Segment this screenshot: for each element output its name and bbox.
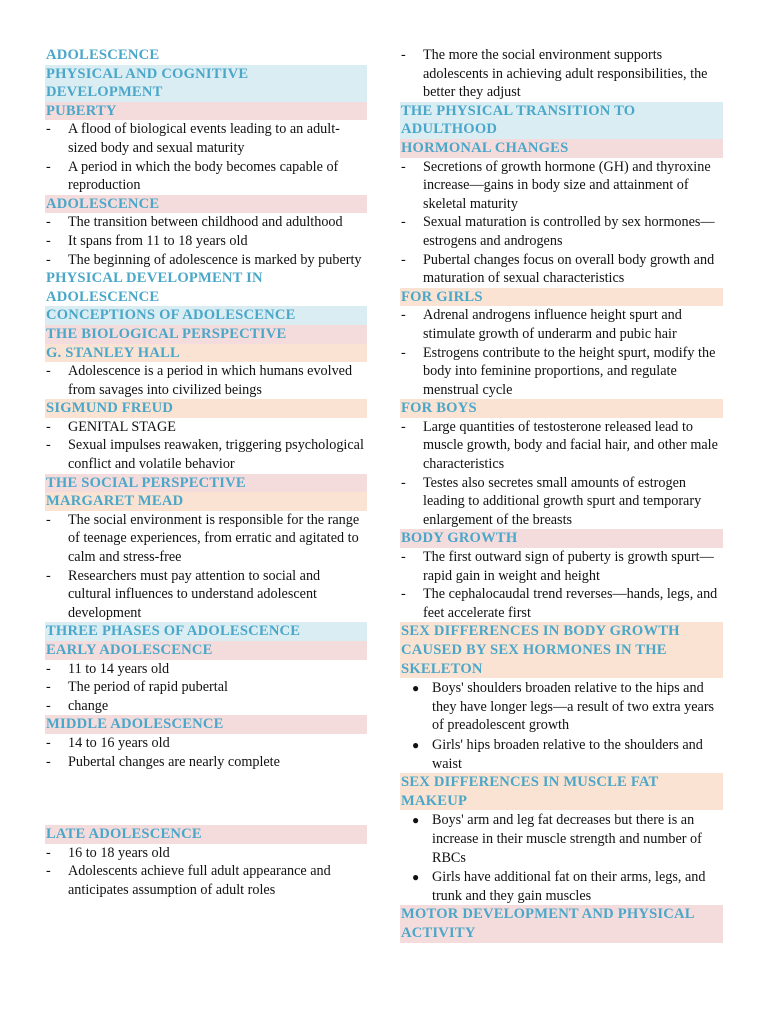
heading-social-perspective: THE SOCIAL PERSPECTIVE [45,474,367,493]
late-list [45,844,367,900]
list-item-text: It spans from 11 to 18 years old [68,232,248,249]
list-item-text: Sexual impulses reawaken, triggering psychological conflict and volatile behavior [68,437,364,473]
list-item-text: The first outward sign of puberty is growth spurt—rapid gain in weight and height [423,549,714,584]
list-item-text: Adolescence is a period in which humans evolved from savages into civilized beings [68,363,353,398]
heading-biological-perspective: THE BIOLOGICAL PERSPECTIVE [45,325,367,344]
early-list [45,660,367,716]
list-item-text: The cephalocaudal trend reverses—hands, legs, and feet accelerate first [423,586,718,621]
list-item-text: Estrogens contribute to the height spurt, modify the body into feminine proportions, and regulate menstrual cycle [423,344,716,398]
list-item-text: The period of rapid pubertal [68,679,228,696]
list-item-text: Adrenal androgens influence height spurt and stimulate growth of underarm and pubic hair [423,307,682,342]
heading-physical-development: PHYSICAL DEVELOPMENT IN ADOLESCENCE [46,270,263,305]
dash-marker: - [401,251,406,268]
list-item-text: Girls have additional fat on their arms, legs, and trunk and they gain muscles [432,869,706,904]
dash-marker: - [46,121,51,138]
dash-marker: - [46,232,51,249]
heading-sigmund-freud: SIGMUND FREUD [45,399,367,418]
dash-marker: - [46,660,51,677]
list-item [45,734,367,753]
hormonal-list [400,158,723,288]
heading-puberty: PUBERTY [45,102,367,121]
list-item [45,158,367,195]
mead-list [45,511,367,623]
dash-marker: - [46,511,51,528]
list-item [400,251,723,288]
dash-marker: - [401,586,406,603]
list-item-text: The transition between childhood and adulthood [68,214,343,231]
intro-list [400,46,723,102]
list-item [45,251,367,270]
heading-for-boys: FOR BOYS [400,399,723,418]
boys-list [400,418,723,530]
list-item [400,474,723,530]
list-item [45,511,367,567]
dash-marker: - [46,214,51,231]
girls-list [400,306,723,399]
list-item [400,868,723,905]
list-item-text: 14 to 16 years old [68,734,170,751]
list-item-text: Large quantities of testosterone released lead to muscle growth, body and facial hair, and other male characteristics [423,418,718,473]
list-item-text: The more the social environment supports adolescents in achieving adult responsibilities, the better they adjust [423,47,708,101]
heading-three-phases: THREE PHASES OF ADOLESCENCE [45,622,367,641]
list-item [45,844,367,863]
dash-marker: - [46,158,51,175]
list-item [45,697,367,716]
list-item [45,232,367,251]
spacer [45,771,367,825]
list-item-text: Boys' arm and leg fat decreases but there is an increase in their muscle strength and number of RBCs [432,812,702,866]
list-item-text: A period in which the body becomes capable of reproduction [68,158,339,194]
heading-for-girls: FOR GIRLS [400,288,723,307]
dash-marker: - [46,363,51,380]
list-item [45,678,367,697]
list-item-text: Researchers must pay attention to social and cultural influences to understand adolescent development [68,567,321,621]
list-item-text: GENITAL STAGE [68,418,176,435]
list-item [45,120,367,157]
dash-marker: - [401,344,406,361]
list-item-text: A flood of biological events leading to an adult-sized body and sexual maturity [68,121,340,156]
heading-early-adolescence: EARLY ADOLESCENCE [45,641,367,660]
hall-list [45,362,367,399]
heading-stanley-hall: G. STANLEY HALL [45,344,367,363]
dash-marker: - [401,307,406,324]
list-item-text: Girls' hips broaden relative to the shoulders and waist [432,736,703,772]
bullet-marker: ● [412,681,420,696]
dash-marker: - [46,863,51,880]
list-item [400,213,723,250]
bullet-marker: ● [412,737,420,752]
list-item [400,344,723,400]
dash-marker: - [46,753,51,770]
list-item [45,862,367,899]
list-item-text: Sexual maturation is controlled by sex hormones—estrogens and androgens [423,214,715,249]
list-item [400,736,723,773]
dash-marker: - [46,567,51,584]
list-item-text: Secretions of growth hormone (GH) and thyroxine increase—gains in body size and attainment of skeletal maturity [423,158,711,212]
middle-list [45,734,367,771]
list-item [400,158,723,214]
list-item [45,418,367,437]
dash-marker: - [46,251,51,268]
dash-marker: - [401,549,406,566]
dash-marker: - [46,679,51,696]
dash-marker: - [401,214,406,231]
list-item-text: change [68,697,109,714]
list-item [400,679,723,735]
list-item-text: Pubertal changes are nearly complete [68,753,280,770]
list-item [45,436,367,473]
bullet-marker: ● [412,870,420,885]
heading-physical-cognitive: PHYSICAL AND COGNITIVE DEVELOPMENT [45,65,367,102]
dash-marker: - [46,734,51,751]
list-item [45,362,367,399]
heading-margaret-mead: MARGARET MEAD [45,492,367,511]
list-item-text: Testes also secretes small amounts of estrogen leading to additional growth spurt and temporary enlargement of the breasts [423,474,702,528]
heading-motor-development: MOTOR DEVELOPMENT AND PHYSICAL ACTIVITY [400,905,723,942]
list-item-text: 16 to 18 years old [68,844,170,861]
dash-marker: - [46,418,51,435]
heading-late-adolescence: LATE ADOLESCENCE [45,825,367,844]
dash-marker: - [46,844,51,861]
list-item [45,567,367,623]
heading-sex-diff-muscle: SEX DIFFERENCES IN MUSCLE FAT MAKEUP [400,773,723,810]
dash-marker: - [401,47,406,63]
freud-list [45,418,367,474]
list-item [400,306,723,343]
list-item-text: Boys' shoulders broaden relative to the hips and they have longer legs—a result of two extra years of preadolescent growth [432,680,715,734]
list-item [45,660,367,679]
heading-conceptions: CONCEPTIONS OF ADOLESCENCE [45,306,367,325]
dash-marker: - [46,437,51,454]
list-item-text: Pubertal changes focus on overall body growth and maturation of sexual characteristics [423,251,715,287]
title-adolescence: ADOLESCENCE [46,47,160,63]
list-item [45,753,367,772]
sex-diff-muscle-list [400,811,723,905]
dash-marker: - [401,474,406,491]
bullet-marker: ● [412,813,420,828]
body-growth-list [400,548,723,622]
list-item-text: The beginning of adolescence is marked by puberty [68,251,362,268]
list-item [400,548,723,585]
list-item [400,46,723,102]
list-item [400,418,723,474]
puberty-list [45,120,367,194]
dash-marker: - [401,418,406,435]
list-item-text: The social environment is responsible for the range of teenage experiences, from erratic and agitated to calm and stress-free [68,511,360,566]
list-item [400,585,723,622]
heading-physical-transition: THE PHYSICAL TRANSITION TO ADULTHOOD [400,102,723,139]
heading-middle-adolescence: MIDDLE ADOLESCENCE [45,715,367,734]
heading-sex-diff-body: SEX DIFFERENCES IN BODY GROWTH CAUSED BY SEX HORMONES IN THE SKELETON [400,622,723,678]
list-item-text: 11 to 14 years old [68,660,170,677]
heading-adolescence: ADOLESCENCE [45,195,367,214]
adolescence-list [45,213,367,269]
right-column [400,46,723,943]
list-item [45,213,367,232]
heading-hormonal-changes: HORMONAL CHANGES [400,139,723,158]
list-item [400,811,723,867]
list-item-text: Adolescents achieve full adult appearance and anticipates assumption of adult roles [68,863,331,898]
heading-body-growth: BODY GROWTH [400,529,723,548]
left-column [45,46,367,900]
dash-marker: - [401,158,406,175]
sex-diff-body-list [400,679,723,773]
dash-marker: - [46,697,51,714]
